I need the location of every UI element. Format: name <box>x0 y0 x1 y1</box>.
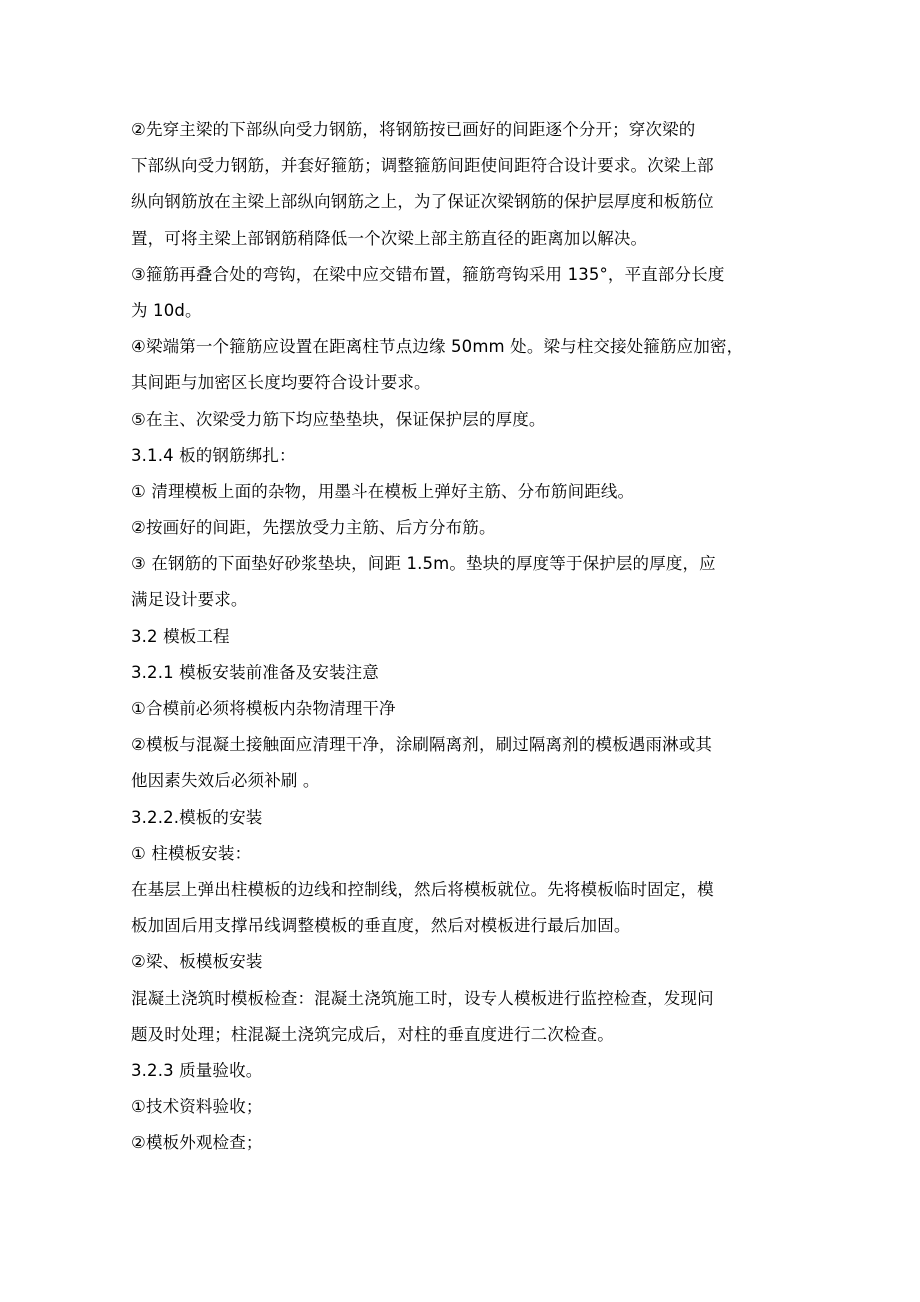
text-line: 其间距与加密区长度均要符合设计要求。 <box>131 373 431 393</box>
text-line: 在基层上弹出柱模板的边线和控制线，然后将模板就位。先将模板临时固定，模 <box>131 879 714 899</box>
text-line: 混凝土浇筑时模板检查：混凝土浇筑施工时，设专人模板进行监控检查，发现问 <box>131 988 714 1008</box>
text-line: 下部纵向受力钢筋，并套好箍筋；调整箍筋间距使间距符合设计要求。次梁上部 <box>131 156 714 176</box>
document-body <box>131 112 811 1161</box>
text-line: 板加固后用支撑吊线调整模板的垂直度，然后对模板进行最后加固。 <box>131 916 631 936</box>
text-line: 为 10d。 <box>131 300 202 320</box>
text-line: ① 清理模板上面的杂物，用墨斗在模板上弹好主筋、分布筋间距线。 <box>131 481 635 501</box>
text-line: ①合模前必须将模板内杂物清理干净 <box>131 699 396 718</box>
text-line: ③箍筋再叠合处的弯钩，在梁中应交错布置，箍筋弯钩采用 135°，平直部分长度 <box>131 264 725 284</box>
text-line: ②模板与混凝土接触面应清理干净，涂刷隔离剂，刷过隔离剂的模板遇雨淋或其 <box>131 735 713 755</box>
text-line: ⑤在主、次梁受力筋下均应垫垫块，保证保护层的厚度。 <box>131 409 546 429</box>
text-line: 纵向钢筋放在主梁上部纵向钢筋之上，为了保证次梁钢筋的保护层厚度和板筋位 <box>131 192 714 212</box>
text-line: ① 柱模板安装： <box>131 843 252 863</box>
text-line: ②模板外观检查； <box>131 1133 263 1153</box>
section-heading: 3.1.4 板的钢筋绑扎： <box>131 445 296 465</box>
text-line: ①技术资料验收； <box>131 1097 263 1117</box>
text-line: 题及时处理；柱混凝土浇筑完成后，对柱的垂直度进行二次检查。 <box>131 1024 614 1044</box>
text-line: ③ 在钢筋的下面垫好砂浆垫块，间距 1.5m。垫块的厚度等于保护层的厚度，应 <box>131 554 716 574</box>
text-line: ④梁端第一个箍筋应设置在距离柱节点边缘 50mm 处。梁与柱交接处箍筋应加密， <box>131 337 744 357</box>
text-line: ②梁、板模板安装 <box>131 952 263 972</box>
text-line: 满足设计要求。 <box>131 590 248 610</box>
text-line: ②先穿主梁的下部纵向受力钢筋，将钢筋按已画好的间距逐个分开；穿次梁的 <box>131 120 696 139</box>
section-heading: 3.2 模板工程 <box>131 626 230 646</box>
text-line: 置，可将主梁上部钢筋稍降低一个次梁上部主筋直径的距离加以解决。 <box>131 228 648 248</box>
text-line: 他因素失效后必须补刷 。 <box>131 771 320 791</box>
section-heading: 3.2.1 模板安装前准备及安装注意 <box>131 662 379 682</box>
text-line: ②按画好的间距，先摆放受力主筋、后方分布筋。 <box>131 518 496 538</box>
section-heading: 3.2.3 质量验收。 <box>131 1060 263 1080</box>
section-heading: 3.2.2.模板的安装 <box>131 807 263 827</box>
